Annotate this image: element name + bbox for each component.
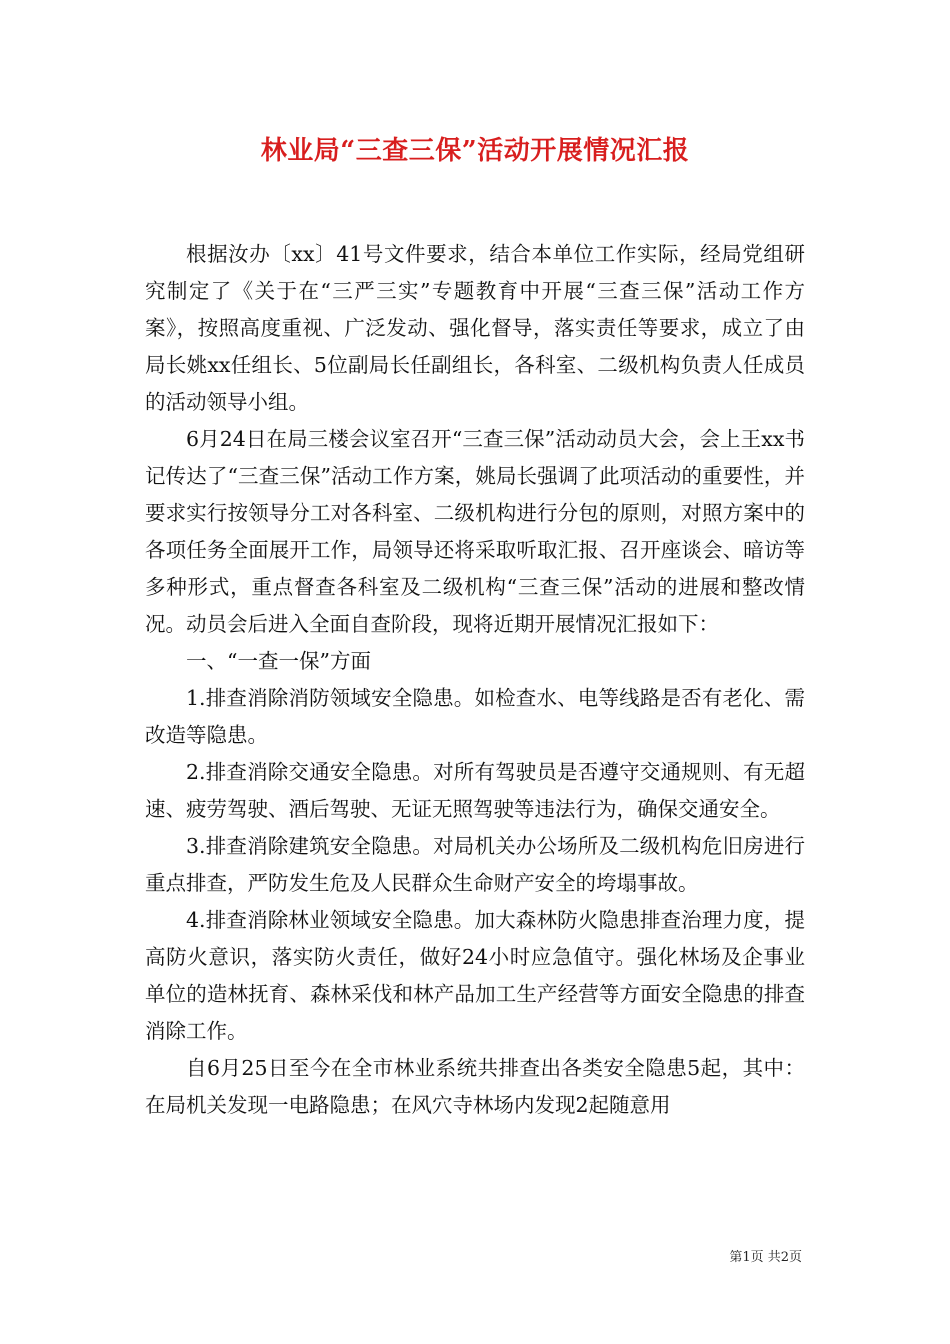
list-item: 3.排查消除建筑安全隐患。对局机关办公场所及二级机构危旧房进行重点排查，严防发生危及人民群众生命财产安全的垮塌事故。: [145, 834, 805, 895]
list-item: 4.排查消除林业领域安全隐患。加大森林防火隐患排查治理力度，提高防火意识，落实防火责任，做好24小时应急值守。强化林场及企事业单位的造林抚育、森林采伐和林产品加工生产经营等方面安全隐患的排查消除工作。: [145, 908, 805, 1043]
page-title: 林业局“三查三保”活动开展情况汇报: [260, 136, 690, 166]
list-item: 1.排查消除消防领域安全隐患。如检查水、电等线路是否有老化、需改造等隐患。: [145, 686, 805, 747]
page-number: 第1页 共2页: [729, 1250, 802, 1265]
paragraph: 6月24日在局三楼会议室召开“三查三保”活动动员大会，会上王xx书记传达了“三查三保”活动工作方案，姚局长强调了此项活动的重要性，并要求实行按领导分工对各科室、二级机构进行分包的原则，对照方案中的各项任务全面展开工作，局领导还将采取听取汇报、召开座谈会、暗访等多种形式，重点督查各科室及二级机构“三查三保”活动的进展和整改情况。动员会后进入全面自查阶段，现将近期开展情况汇报如下：: [145, 427, 805, 636]
list-item: 2.排查消除交通安全隐患。对所有驾驶员是否遵守交通规则、有无超速、疲劳驾驶、酒后驾驶、无证无照驾驶等违法行为，确保交通安全。: [145, 760, 805, 821]
paragraph: 根据汝办〔xx〕41号文件要求，结合本单位工作实际，经局党组研究制定了《关于在“三严三实”专题教育中开展“三查三保”活动工作方案》，按照高度重视、广泛发动、强化督导，落实责任等要求，成立了由局长姚xx任组长、5位副局长任副组长，各科室、二级机构负责人任成员的活动领导小组。: [145, 242, 805, 414]
document-body: [145, 236, 805, 1124]
paragraph: 自6月25日至今在全市林业系统共排查出各类安全隐患5起，其中：在局机关发现一电路隐患；在风穴寺林场内发现2起随意用: [145, 1056, 805, 1117]
section-heading: 一、“一查一保”方面: [186, 649, 371, 673]
